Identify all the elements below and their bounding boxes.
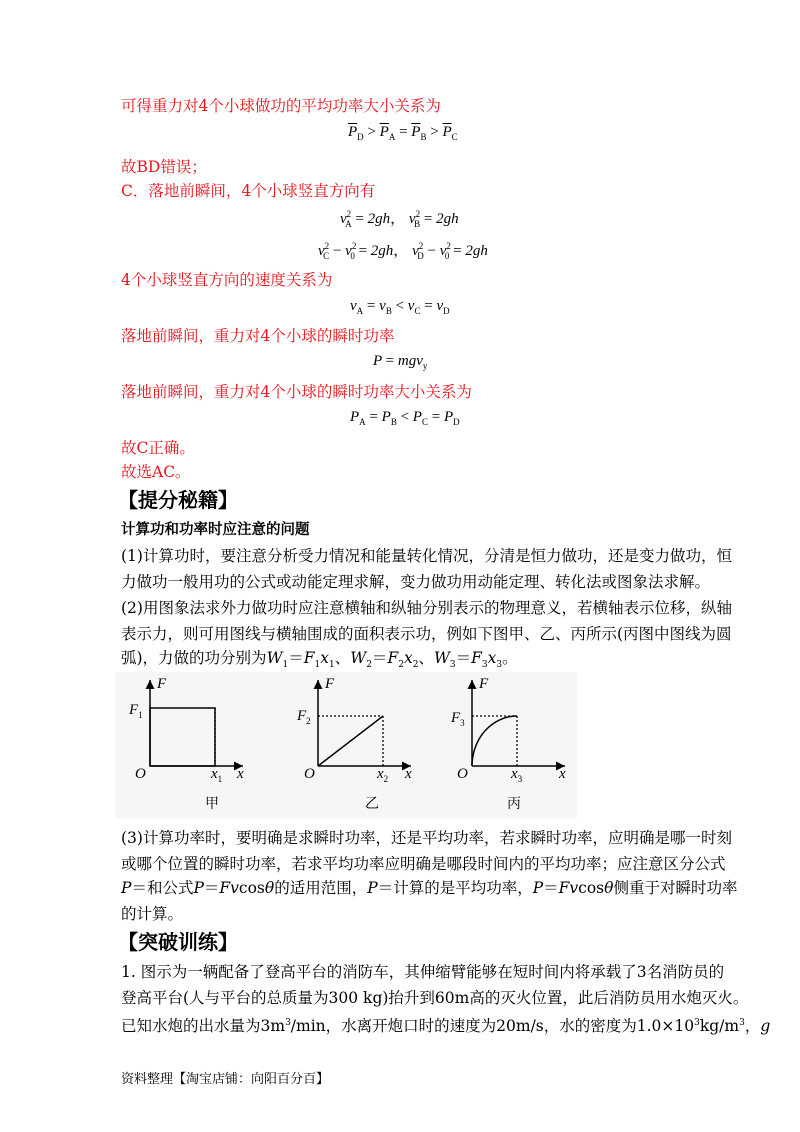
label-x3: $x_3$ (511, 766, 523, 784)
caption-yi: 乙 (365, 796, 379, 812)
text-line: 力做功一般用功的公式或动能定理求解，变力做功用动能定理、转化法或图象法求解。 (121, 573, 711, 591)
caption-bing: 丙 (507, 796, 521, 812)
graph-bing (450, 676, 566, 784)
text-line: P＝和公式P＝Fvcosθ的适用范围，P＝计算的是平均功率，P＝Fvcosθ侧重于对瞬时功率 (121, 879, 738, 897)
text-line: 登高平台(人与平台的总质量为300 kg)抬升到60m高的灭火位置，此后消防员用水炮灭火。 (121, 989, 749, 1007)
text-line: 已知水炮的出水量为$3m^3/\min$，水离开炮口时的速度为20m/s，水的密度为$1.0\times 10^3kg/m^3$，g (121, 1017, 771, 1036)
text-line: 落地前瞬间，重力对4个小球的瞬时功率 (121, 327, 395, 345)
text-line: 可得重力对4个小球做功的平均功率大小关系为 (121, 97, 441, 115)
origin-label: O (457, 766, 468, 782)
axis-label-x: x (405, 766, 412, 782)
equation-average-power: $\overline{P}_D > \overline{P}_A = \overline{P}_B > \overline{P}_C$ (348, 124, 458, 142)
caption-jia: 甲 (205, 796, 219, 812)
text-line: 4个小球竖直方向的速度关系为 (121, 271, 333, 289)
text-line: 故选AC。 (121, 463, 191, 481)
label-F3: $F_3$ (451, 710, 465, 728)
text-line: (3)计算功率时，要明确是求瞬时功率，还是平均功率，若求瞬时功率，应明确是哪一时刻 (121, 829, 732, 847)
equation-va-vb: $v^2_A = 2gh$， $v^2_B = 2gh$ (340, 209, 459, 229)
origin-label: O (135, 766, 146, 782)
equation-instant-power: P = mgv$_y$ (373, 353, 428, 371)
equation-vc-vd: $v^2_C - v^2_0 = 2gh$， $v^2_D - v^2_0 = 2gh$ (318, 241, 488, 261)
text-line: 的计算。 (121, 905, 184, 923)
text-line: 1. 图示为一辆配备了登高平台的消防车，其伸缩臂能够在短时间内将承载了3名消防员的 (121, 963, 725, 981)
text-line: (1)计算功时，要注意分析受力情况和能量转化情况，分清是恒力做功，还是变力做功，恒 (121, 547, 732, 565)
label-F1: $F_1$ (129, 702, 143, 720)
label-F2: $F_2$ (297, 708, 311, 726)
text-line: 落地前瞬间，重力对4个小球的瞬时功率大小关系为 (121, 383, 472, 401)
work-graphs-svg (115, 672, 577, 818)
text-fragment: 弧)，力做的功分别为 (121, 649, 267, 667)
text-line: 弧)，力做的功分别为$W_1=F_1x_1$、$W_2=F_2x_2$、$W_3=F_3x_3$。 (121, 649, 518, 671)
equation-power-relation: $P_A = P_B < P_C = P_D$ (350, 409, 460, 427)
text-line: (2)用图象法求外力做功时应注意横轴和纵轴分别表示的物理意义，若横轴表示位移，纵轴 (121, 599, 732, 617)
section-heading: 【突破训练】 (118, 930, 238, 954)
work-graphs-figure (115, 672, 577, 818)
label-x2: $x_2$ (377, 766, 389, 784)
graph-jia (128, 676, 244, 784)
equation-velocity-relation: $v_A = v_B < v_C = v_D$ (350, 298, 450, 316)
text-line: 故C正确。 (121, 439, 195, 457)
axis-label-x: x (237, 766, 244, 782)
axis-label-x: x (559, 766, 566, 782)
axis-label-F: F (479, 676, 489, 692)
section-title: 计算功和功率时应注意的问题 (121, 522, 310, 538)
label-x1: $x_1$ (211, 766, 223, 784)
page-footer: 资料整理【淘宝店铺：向阳百分百】 (121, 1072, 330, 1087)
text-line: C．落地前瞬间，4个小球竖直方向有 (121, 182, 376, 200)
section-heading: 【提分秘籍】 (118, 488, 238, 512)
text-line: 或哪个位置的瞬时功率，若求平均功率应明确是哪段时间内的平均功率；应注意区分公式 (121, 855, 726, 873)
graph-yi (296, 676, 412, 784)
origin-label: O (304, 766, 315, 782)
axis-label-F: F (157, 676, 167, 692)
axis-label-F: F (325, 676, 335, 692)
text-line: 故BD错误； (121, 158, 207, 176)
text-line: 表示力，则可用图线与横轴围成的面积表示功，例如下图甲、乙、丙所示(丙图中图线为圆 (121, 625, 732, 643)
